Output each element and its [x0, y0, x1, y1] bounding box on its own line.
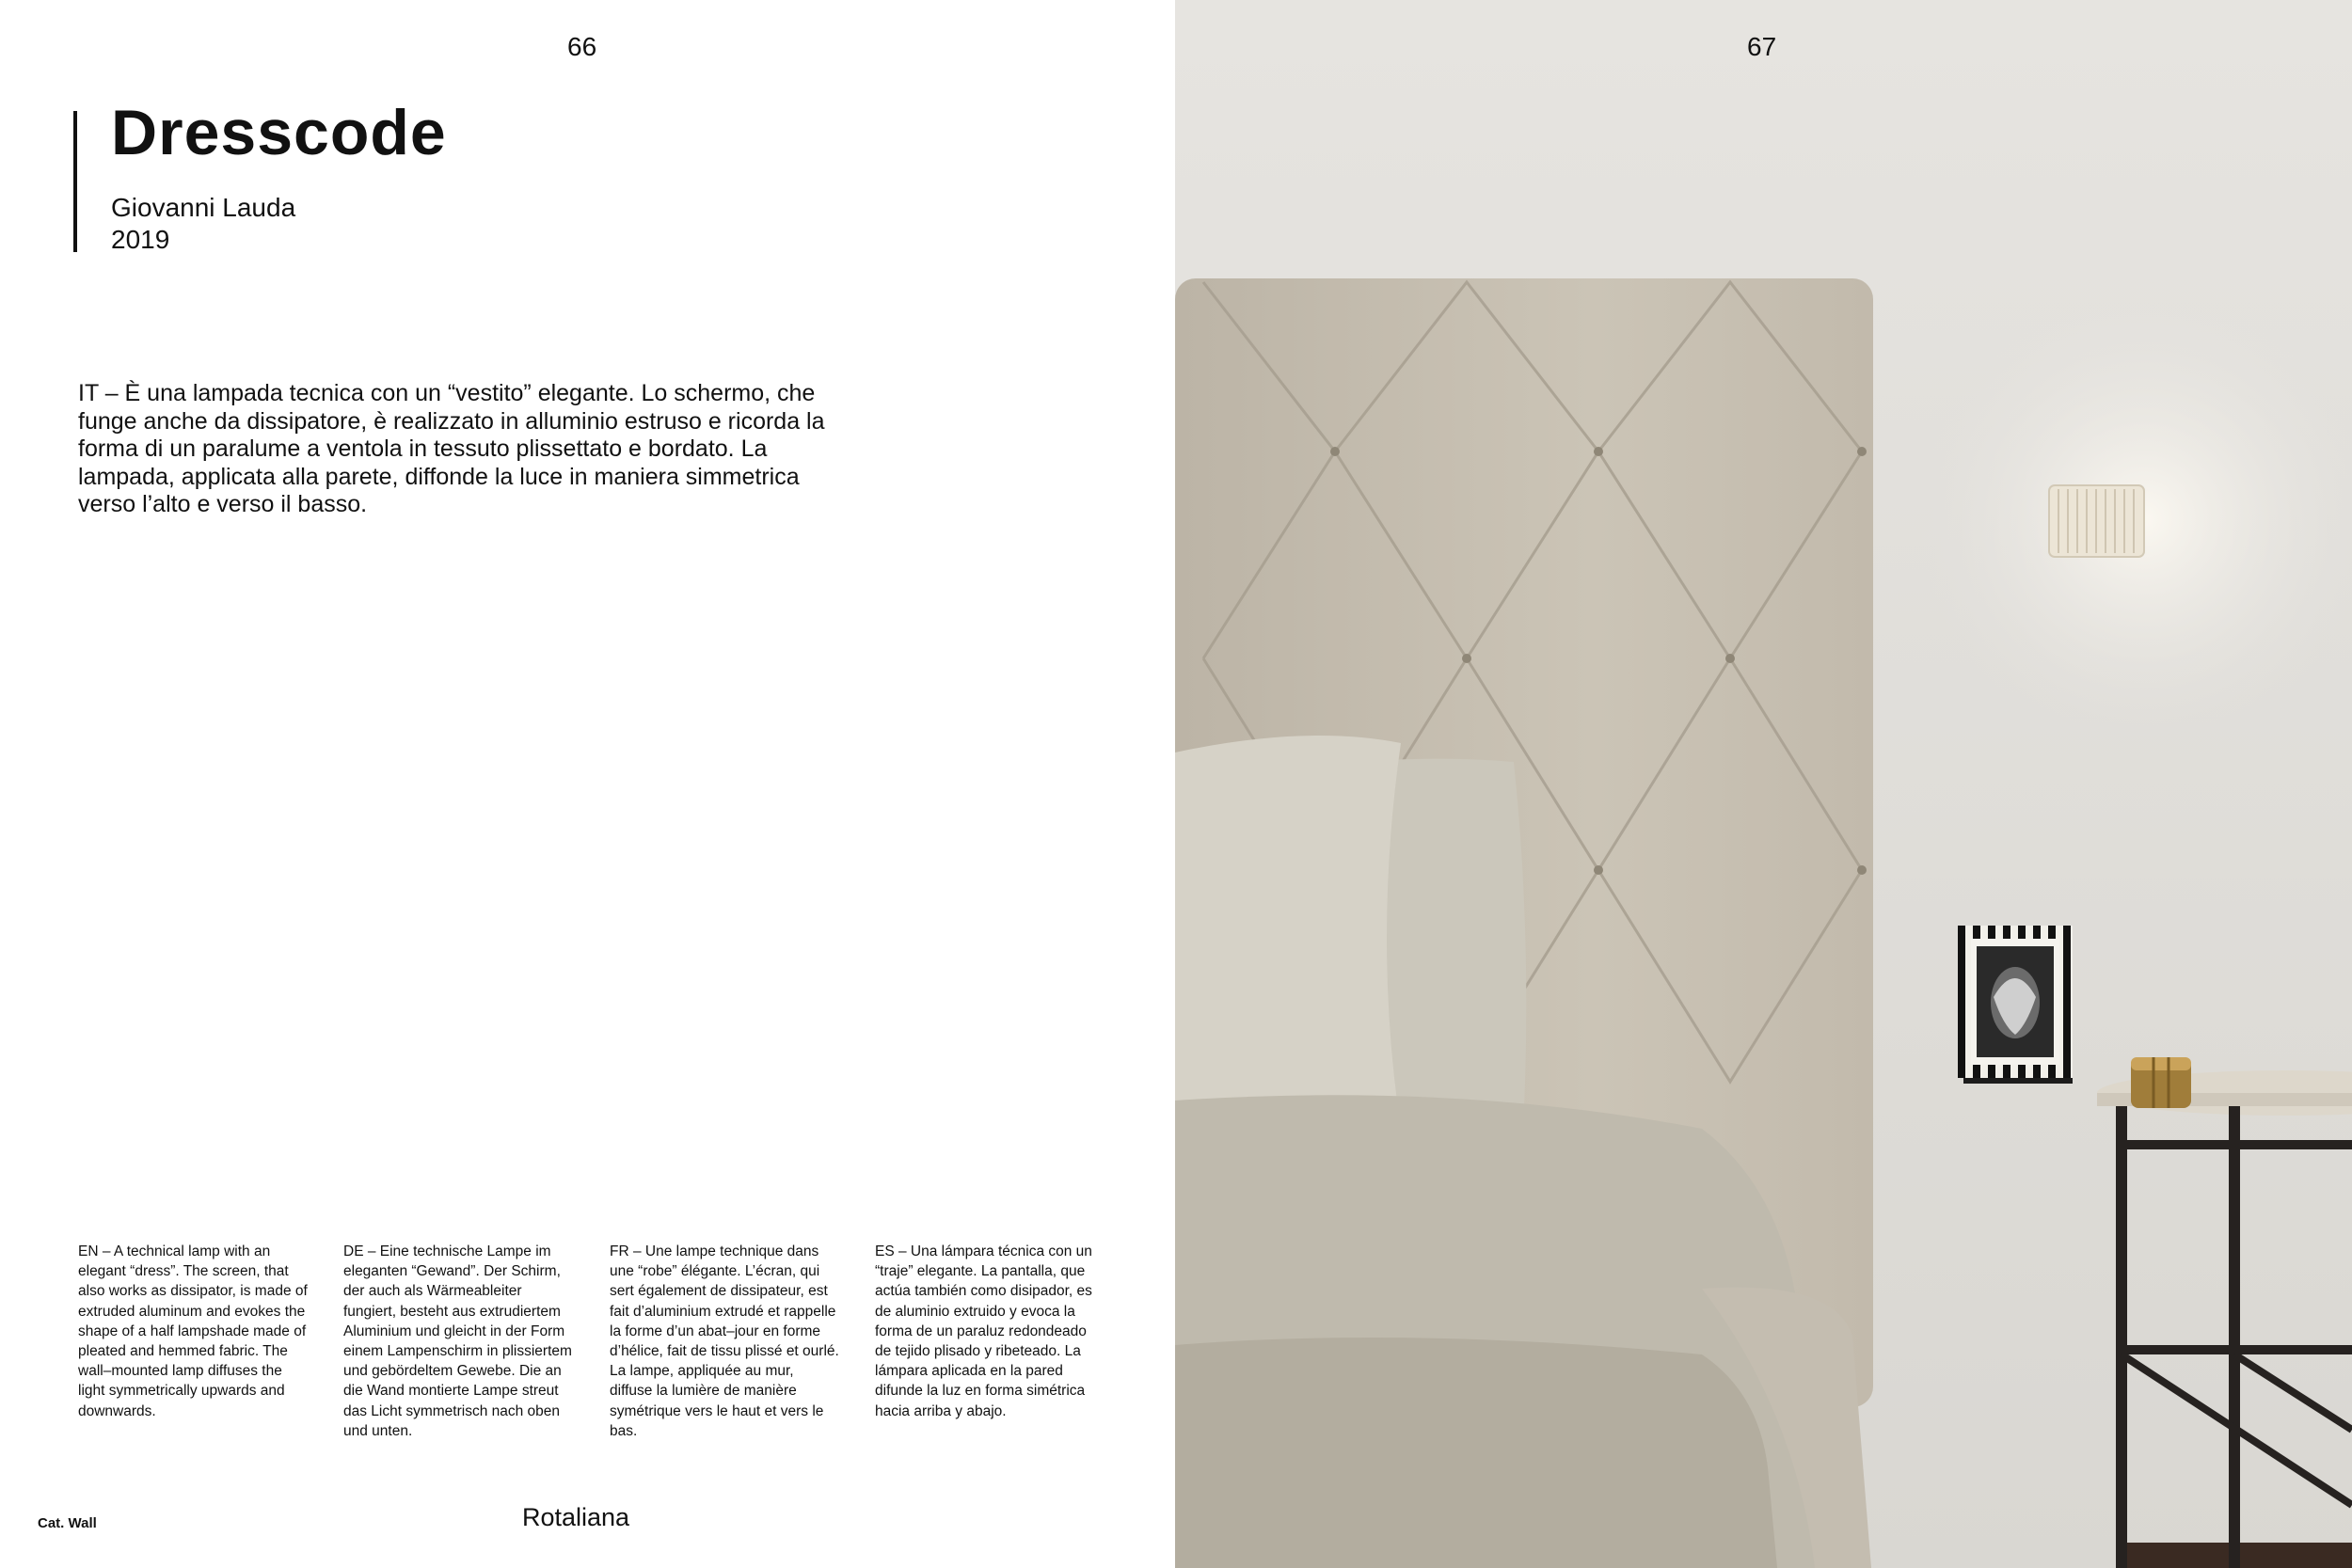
pillow-front: [1175, 736, 1401, 1146]
description-en: EN – A technical lamp with an elegant “dress”. The screen, that also works as dissipator, is made of extruded aluminum and evokes the shape of a half lampshade made of pleated and hemmed fabric. The wall–mounted lamp diffuses the light symmetrically upwards and downwards.: [78, 1243, 308, 1419]
page-number-left: 66: [567, 32, 597, 61]
description-es: ES – Una lámpara técnica con un “traje” elegante. La pantalla, que actúa también como disipador, es de aluminio extruido y evoca la forma de un paraluz redondeado de tejido plisado y ribeteado. La lámpara aplicada en la pared difunde la luz en forma simétrica hacia arriba y abajo.: [875, 1243, 1092, 1419]
left-page: [0, 0, 1175, 1568]
description-fr: FR – Une lampe technique dans une “robe” élégante. L’écran, qui sert également de dissipateur, est fait d’aluminium extrudé et rappelle la forme d’un abat–jour en forme d’hélice, fait de tissu plissé et ourlé. La lampe, appliquée au mur, diffuse la lumière de manière symétrique vers le haut et vers le bas.: [610, 1243, 839, 1439]
description-de: DE – Eine technische Lampe im eleganten “Gewand”. Der Schirm, der auch als Wärmeableiter fungiert, besteht aus extrudiertem Aluminium und gleicht in der Form einem Lampenschirm in plissiertem und gebördeltem Gewebe. Die an die Wand montierte Lampe streut das Licht symmetrisch nach oben und unten.: [343, 1243, 572, 1439]
wall-lamp: [2049, 485, 2144, 557]
title-rule: [73, 111, 77, 252]
page-number-right: 67: [1747, 32, 1777, 61]
brand-name: Rotaliana: [522, 1503, 630, 1531]
category-label: Cat. Wall: [38, 1515, 97, 1531]
product-title: Dresscode: [111, 97, 447, 168]
bedroom-photo: [1175, 0, 2352, 1568]
designer-block: [111, 192, 295, 256]
design-year: 2019: [111, 225, 170, 254]
picture-frame: [1958, 926, 2073, 1084]
description-it: IT – È una lampada tecnica con un “vestito” elegante. Lo schermo, che funge anche da dissipatore, è realizzato in alluminio estruso e ricorda la forma di un paralume a ventola in tessuto plissettato e bordato. La lampada, applicata alla parete, diffonde la luce in maniera simmetrica verso l’alto e verso il basso.: [78, 380, 825, 517]
brass-box: [2131, 1057, 2191, 1108]
throw-blanket: [1175, 1338, 1777, 1568]
designer-name: Giovanni Lauda: [111, 193, 296, 222]
right-page-photo: [1175, 0, 2352, 1568]
